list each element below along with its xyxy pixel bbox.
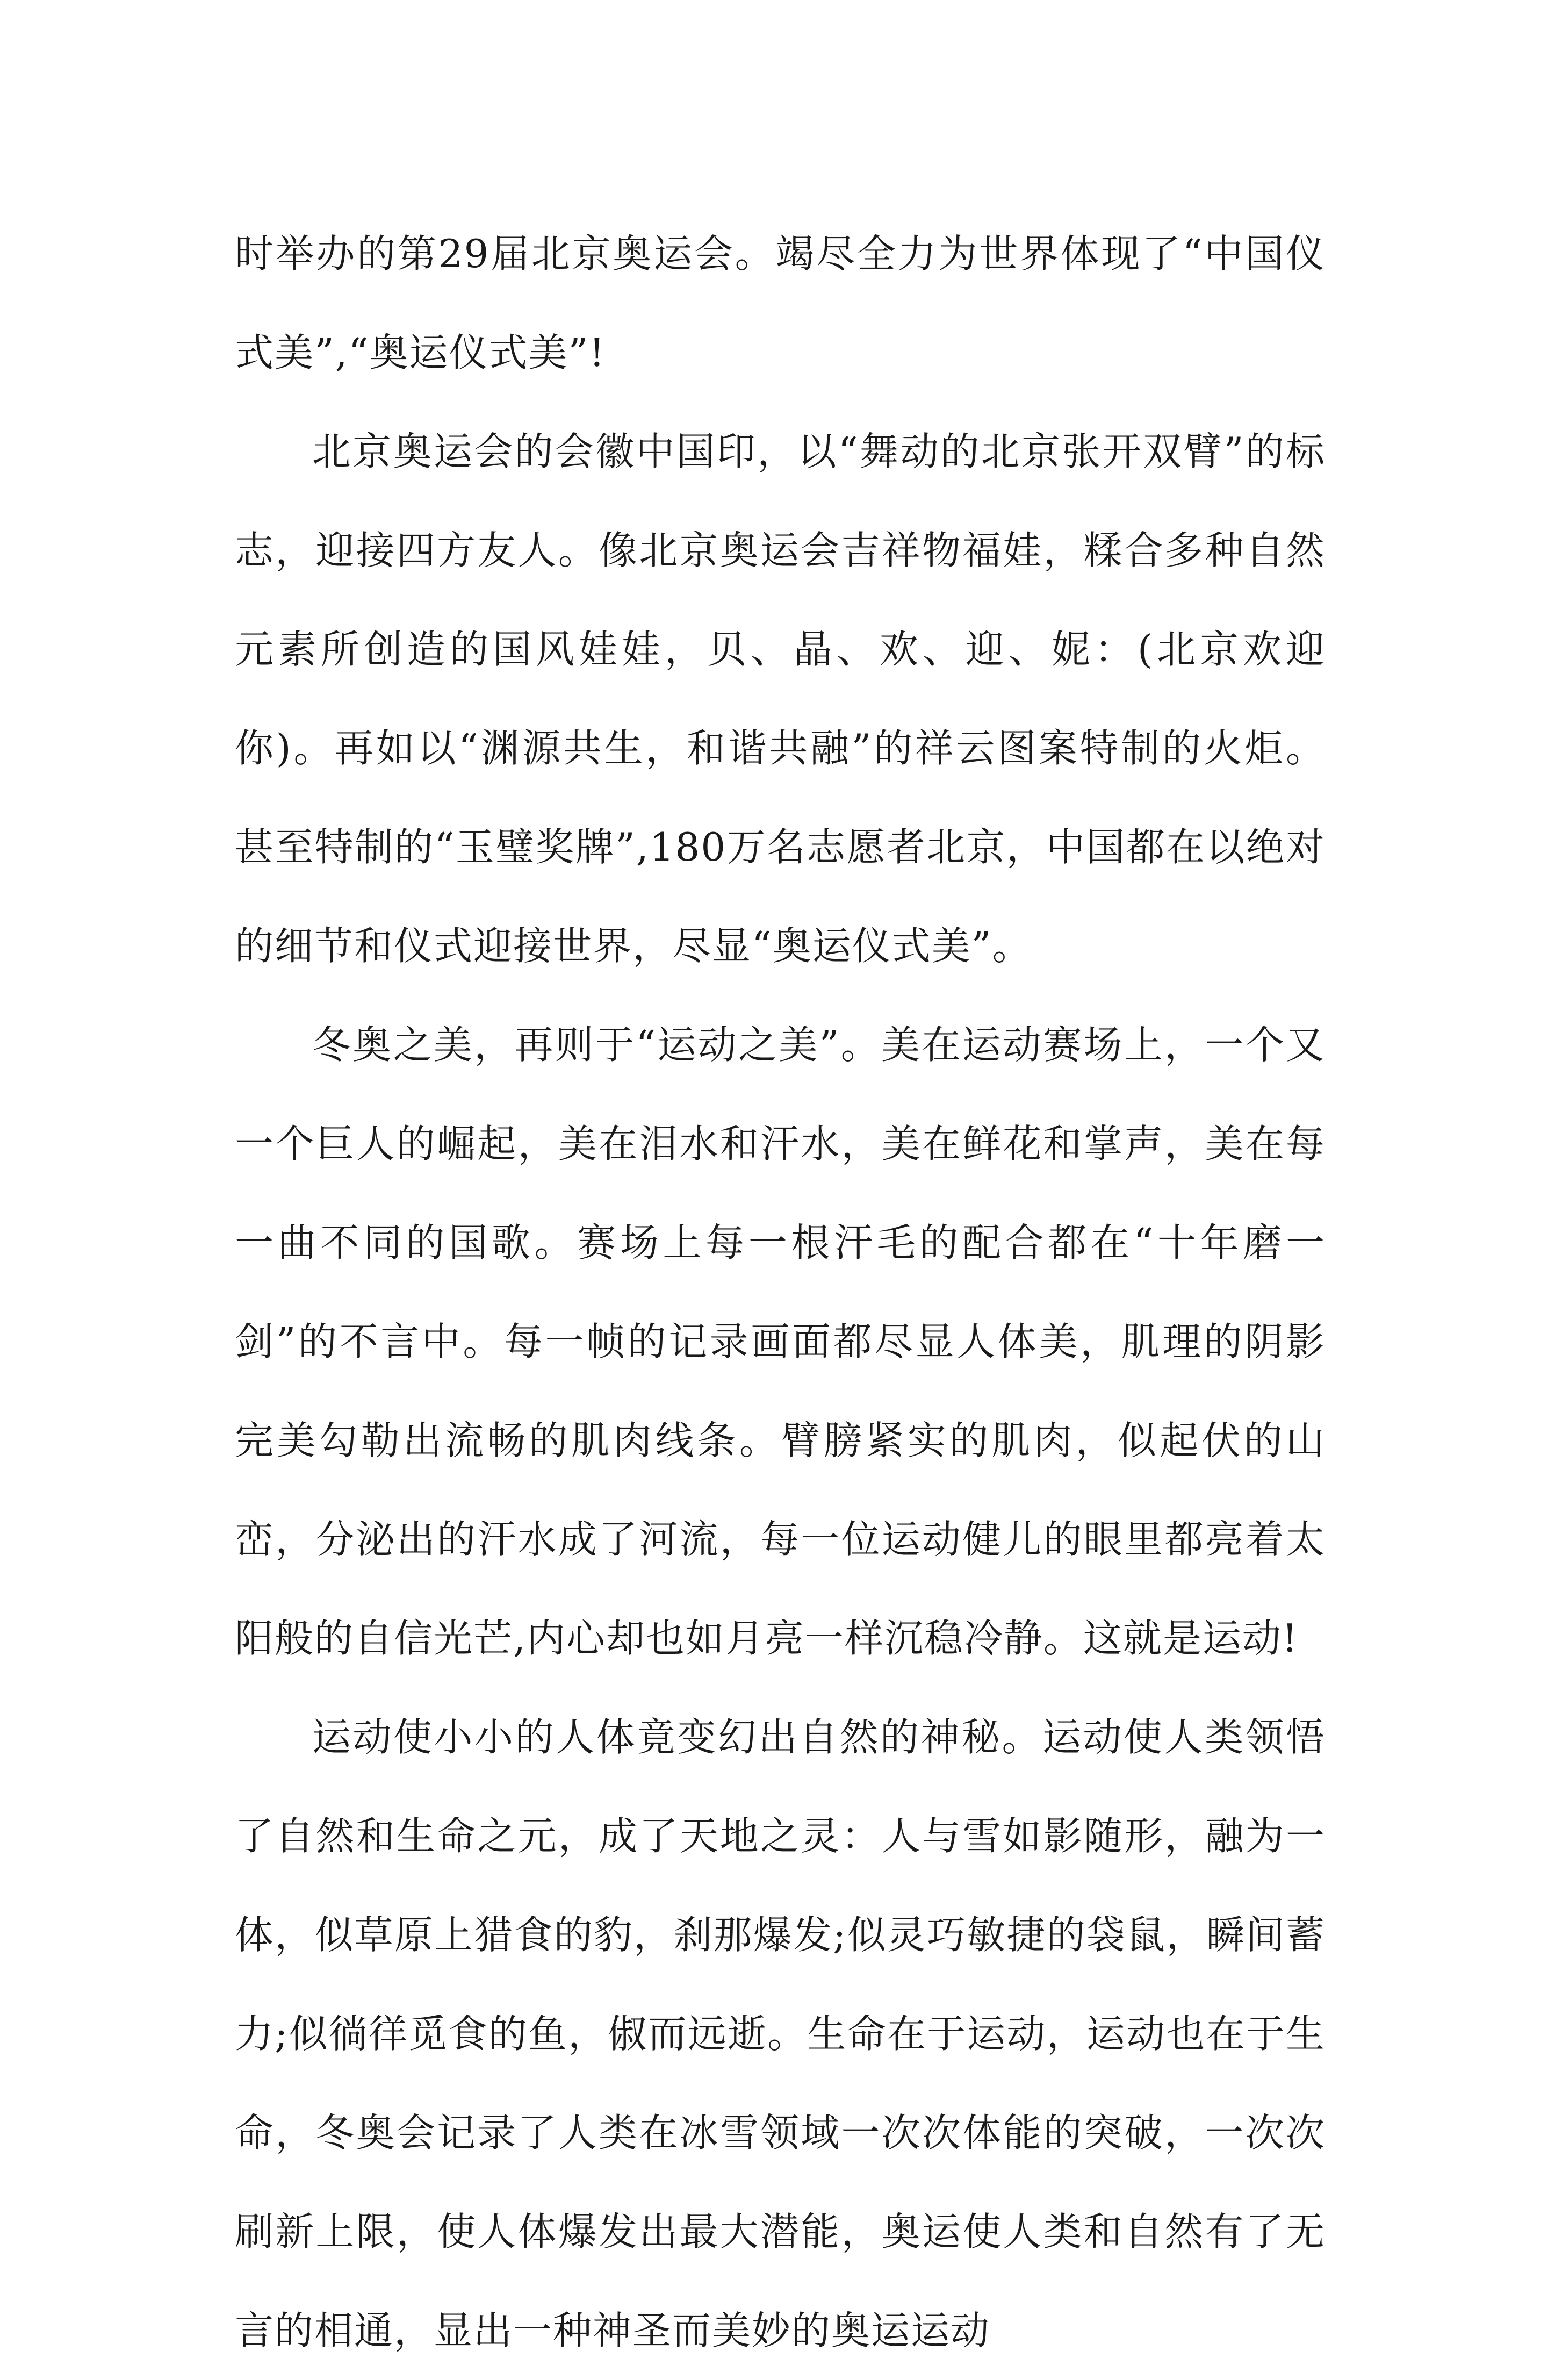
paragraph-sport-and-nature: 运动使小小的人体竟变幻出自然的神秘。运动使人类领悟了自然和生命之元，成了天地之灵：人与雪如影随形，融为一体，似草原上猎食的豹，刹那爆发;似灵巧敏捷的袋鼠，瞬间蓄力;似徜徉觅食的鱼，俶而远逝。生命在于运动，运动也在于生命，冬奥会记录了人类在冰雪领域一次次体能的突破，一次次刷新上限，使人体爆发出最大潜能，奥运使人类和自然有了无言的相通，显出一种神圣而美妙的奥运运动 [235, 1715, 1326, 2353]
paragraph-continuation: 时举办的第29届北京奥运会。竭尽全力为世界体现了“中国仪式美”,“奥运仪式美”! [235, 231, 1326, 375]
paragraph-beauty-of-sport: 冬奥之美，再则于“运动之美”。美在运动赛场上，一个又一个巨人的崛起，美在泪水和汗水，美在鲜花和掌声，美在每一曲不同的国歌。赛场上每一根汗毛的配合都在“十年磨一剑”的不言中。每一帧的记录画面都尽显人体美，肌理的阴影完美勾勒出流畅的肌肉线条。臂膀紧实的肌肉，似起伏的山峦，分泌出的汗水成了河流，每一位运动健儿的眼里都亮着太阳般的自信光芒,内心却也如月亮一样沉稳冷静。这就是运动! [235, 1022, 1326, 1661]
paragraph-beijing-olympics-symbols: 北京奥运会的会徽中国印，以“舞动的北京张开双臂”的标志，迎接四方友人。像北京奥运会吉祥物福娃，糅合多种自然元素所创造的国风娃娃，贝、晶、欢、迎、妮：(北京欢迎你)。再如以“渊源共生，和谐共融”的祥云图案特制的火炬。甚至特制的“玉璧奖牌”,180万名志愿者北京，中国都在以绝对的细节和仪式迎接世界，尽显“奥运仪式美”。 [235, 429, 1326, 969]
document-body [235, 204, 1326, 2380]
